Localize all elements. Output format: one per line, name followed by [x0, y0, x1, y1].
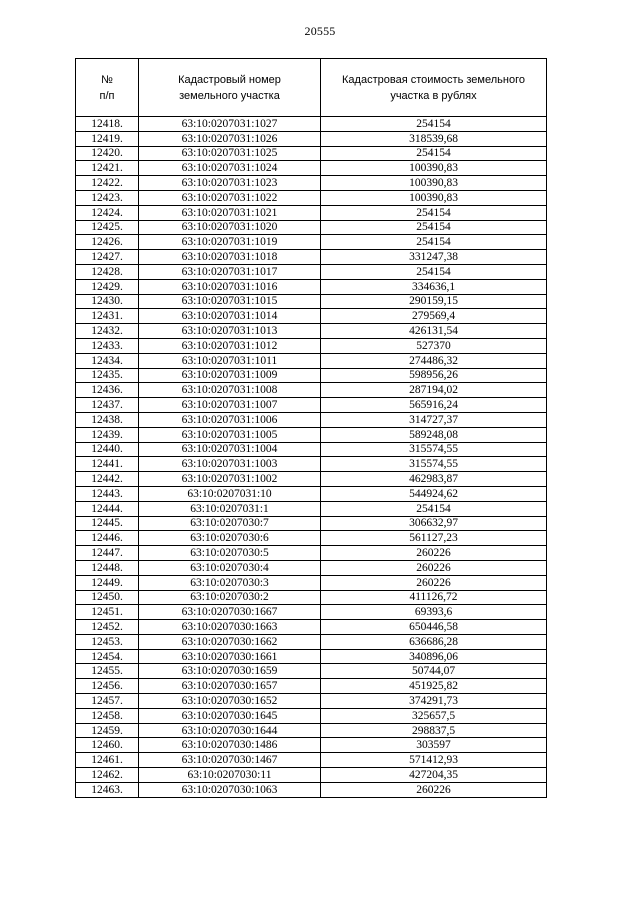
cadastral-number-cell: 63:10:0207030:1486	[139, 738, 321, 753]
cadastral-number-cell: 63:10:0207031:1011	[139, 353, 321, 368]
cadastral-value-cell: 318539,68	[321, 131, 547, 146]
cadastral-value-cell: 315574,55	[321, 442, 547, 457]
cadastral-value-cell: 260226	[321, 560, 547, 575]
cadastral-value-cell: 427204,35	[321, 768, 547, 783]
row-number-cell: 12435.	[76, 368, 139, 383]
cadastral-value-cell: 254154	[321, 205, 547, 220]
table-row	[76, 250, 547, 265]
row-number-cell: 12438.	[76, 412, 139, 427]
row-number-cell: 12461.	[76, 753, 139, 768]
table-row	[76, 176, 547, 191]
cadastral-number-cell: 63:10:0207030:1063	[139, 782, 321, 797]
cadastral-number-cell: 63:10:0207031:1007	[139, 398, 321, 413]
row-number-cell: 12446.	[76, 531, 139, 546]
cadastral-value-cell: 340896,06	[321, 649, 547, 664]
cadastral-number-cell: 63:10:0207030:1662	[139, 634, 321, 649]
cadastral-number-cell: 63:10:0207031:1021	[139, 205, 321, 220]
cadastral-number-cell: 63:10:0207031:1003	[139, 457, 321, 472]
row-number-cell: 12426.	[76, 235, 139, 250]
cadastral-number-cell: 63:10:0207031:1014	[139, 309, 321, 324]
table-row	[76, 442, 547, 457]
cadastral-number-cell: 63:10:0207031:1	[139, 501, 321, 516]
cadastral-value-cell: 260226	[321, 782, 547, 797]
cadastral-number-cell: 63:10:0207031:1017	[139, 264, 321, 279]
cadastral-value-cell: 254154	[321, 117, 547, 132]
header-row-number-line: п/п	[99, 89, 115, 102]
cadastral-value-cell: 254154	[321, 501, 547, 516]
cadastral-value-cell: 565916,24	[321, 398, 547, 413]
table-row	[76, 279, 547, 294]
cadastral-value-cell: 571412,93	[321, 753, 547, 768]
cadastral-number-cell: 63:10:0207031:1019	[139, 235, 321, 250]
table-row	[76, 679, 547, 694]
cadastral-value-cell: 315574,55	[321, 457, 547, 472]
cadastral-value-cell: 325657,5	[321, 708, 547, 723]
row-number-cell: 12429.	[76, 279, 139, 294]
table-header-row	[76, 59, 547, 117]
header-cadastral-value	[321, 59, 547, 117]
table-row	[76, 738, 547, 753]
table-row	[76, 768, 547, 783]
table-row	[76, 353, 547, 368]
cadastral-value-cell: 411126,72	[321, 590, 547, 605]
cadastral-number-cell: 63:10:0207031:10	[139, 486, 321, 501]
row-number-cell: 12424.	[76, 205, 139, 220]
table-row	[76, 546, 547, 561]
table-row	[76, 501, 547, 516]
table-row	[76, 723, 547, 738]
cadastral-value-cell: 589248,08	[321, 427, 547, 442]
table-row	[76, 427, 547, 442]
cadastral-value-cell: 451925,82	[321, 679, 547, 694]
cadastral-number-cell: 63:10:0207030:6	[139, 531, 321, 546]
cadastral-value-cell: 306632,97	[321, 516, 547, 531]
cadastral-number-cell: 63:10:0207030:1645	[139, 708, 321, 723]
row-number-cell: 12454.	[76, 649, 139, 664]
cadastral-value-cell: 254154	[321, 220, 547, 235]
cadastral-number-cell: 63:10:0207031:1013	[139, 324, 321, 339]
row-number-cell: 12420.	[76, 146, 139, 161]
cadastral-number-cell: 63:10:0207031:1008	[139, 383, 321, 398]
row-number-cell: 12442.	[76, 472, 139, 487]
row-number-cell: 12463.	[76, 782, 139, 797]
table-row	[76, 472, 547, 487]
cadastral-number-cell: 63:10:0207031:1026	[139, 131, 321, 146]
cadastral-number-cell: 63:10:0207031:1016	[139, 279, 321, 294]
table-row	[76, 412, 547, 427]
header-row-number	[76, 59, 139, 117]
row-number-cell: 12459.	[76, 723, 139, 738]
table-row	[76, 220, 547, 235]
table-row	[76, 383, 547, 398]
row-number-cell: 12432.	[76, 324, 139, 339]
cadastral-number-cell: 63:10:0207030:7	[139, 516, 321, 531]
cadastral-value-cell: 274486,32	[321, 353, 547, 368]
cadastral-value-cell: 462983,87	[321, 472, 547, 487]
cadastral-number-cell: 63:10:0207030:1663	[139, 620, 321, 635]
cadastral-value-cell: 100390,83	[321, 176, 547, 191]
table-row	[76, 620, 547, 635]
table-row	[76, 575, 547, 590]
cadastral-value-cell: 334636,1	[321, 279, 547, 294]
table-row	[76, 324, 547, 339]
cadastral-value-cell: 279569,4	[321, 309, 547, 324]
table-row	[76, 694, 547, 709]
cadastral-number-cell: 63:10:0207031:1006	[139, 412, 321, 427]
cadastral-value-cell: 298837,5	[321, 723, 547, 738]
row-number-cell: 12450.	[76, 590, 139, 605]
header-cadastral-number-line: земельного участка	[179, 89, 280, 102]
row-number-cell: 12433.	[76, 338, 139, 353]
row-number-cell: 12456.	[76, 679, 139, 694]
row-number-cell: 12428.	[76, 264, 139, 279]
header-row-number-line: №	[101, 73, 113, 86]
cadastral-value-cell: 561127,23	[321, 531, 547, 546]
row-number-cell: 12421.	[76, 161, 139, 176]
row-number-cell: 12455.	[76, 664, 139, 679]
cadastral-number-cell: 63:10:0207031:1009	[139, 368, 321, 383]
cadastral-value-cell: 69393,6	[321, 605, 547, 620]
table-row	[76, 457, 547, 472]
cadastral-number-cell: 63:10:0207030:4	[139, 560, 321, 575]
cadastral-value-cell: 287194,02	[321, 383, 547, 398]
row-number-cell: 12422.	[76, 176, 139, 191]
table-row	[76, 235, 547, 250]
row-number-cell: 12418.	[76, 117, 139, 132]
row-number-cell: 12440.	[76, 442, 139, 457]
table-body	[76, 117, 547, 798]
table-row	[76, 338, 547, 353]
cadastral-number-cell: 63:10:0207031:1015	[139, 294, 321, 309]
row-number-cell: 12423.	[76, 190, 139, 205]
cadastral-number-cell: 63:10:0207031:1002	[139, 472, 321, 487]
row-number-cell: 12425.	[76, 220, 139, 235]
table-row	[76, 368, 547, 383]
cadastral-value-cell: 636686,28	[321, 634, 547, 649]
cadastral-number-cell: 63:10:0207031:1022	[139, 190, 321, 205]
row-number-cell: 12431.	[76, 309, 139, 324]
table-row	[76, 708, 547, 723]
header-cadastral-value-line: Кадастровая стоимость земельного	[342, 73, 525, 86]
row-number-cell: 12448.	[76, 560, 139, 575]
row-number-cell: 12458.	[76, 708, 139, 723]
cadastral-value-cell: 544924,62	[321, 486, 547, 501]
row-number-cell: 12437.	[76, 398, 139, 413]
cadastral-value-cell: 650446,58	[321, 620, 547, 635]
row-number-cell: 12460.	[76, 738, 139, 753]
cadastral-value-cell: 100390,83	[321, 161, 547, 176]
row-number-cell: 12436.	[76, 383, 139, 398]
cadastral-value-cell: 260226	[321, 575, 547, 590]
table-row	[76, 131, 547, 146]
cadastral-number-cell: 63:10:0207031:1020	[139, 220, 321, 235]
table-row	[76, 516, 547, 531]
cadastral-value-cell: 290159,15	[321, 294, 547, 309]
cadastral-value-cell: 254154	[321, 264, 547, 279]
table-row	[76, 294, 547, 309]
cadastral-number-cell: 63:10:0207030:1644	[139, 723, 321, 738]
cadastral-value-cell: 260226	[321, 546, 547, 561]
row-number-cell: 12453.	[76, 634, 139, 649]
table-row	[76, 664, 547, 679]
row-number-cell: 12443.	[76, 486, 139, 501]
table-row	[76, 605, 547, 620]
cadastral-number-cell: 63:10:0207030:1652	[139, 694, 321, 709]
row-number-cell: 12441.	[76, 457, 139, 472]
cadastral-number-cell: 63:10:0207031:1025	[139, 146, 321, 161]
row-number-cell: 12444.	[76, 501, 139, 516]
cadastral-number-cell: 63:10:0207031:1004	[139, 442, 321, 457]
cadastral-number-cell: 63:10:0207030:1667	[139, 605, 321, 620]
cadastral-value-cell: 331247,38	[321, 250, 547, 265]
header-cadastral-number-line: Кадастровый номер	[178, 73, 281, 86]
cadastral-value-cell: 50744,07	[321, 664, 547, 679]
table-row	[76, 264, 547, 279]
table-row	[76, 782, 547, 797]
cadastral-number-cell: 63:10:0207030:1657	[139, 679, 321, 694]
cadastral-value-cell: 254154	[321, 146, 547, 161]
table-row	[76, 146, 547, 161]
cadastral-value-cell: 254154	[321, 235, 547, 250]
cadastral-number-cell: 63:10:0207030:3	[139, 575, 321, 590]
table-row	[76, 590, 547, 605]
header-cadastral-number	[139, 59, 321, 117]
cadastral-number-cell: 63:10:0207031:1012	[139, 338, 321, 353]
cadastral-value-cell: 314727,37	[321, 412, 547, 427]
table-row	[76, 161, 547, 176]
cadastral-value-cell: 527370	[321, 338, 547, 353]
cadastral-number-cell: 63:10:0207031:1018	[139, 250, 321, 265]
cadastral-number-cell: 63:10:0207031:1024	[139, 161, 321, 176]
page-number: 20555	[304, 24, 336, 38]
table-row	[76, 205, 547, 220]
cadastral-value-cell: 100390,83	[321, 190, 547, 205]
cadastral-number-cell: 63:10:0207030:11	[139, 768, 321, 783]
cadastral-number-cell: 63:10:0207030:1467	[139, 753, 321, 768]
cadastral-number-cell: 63:10:0207030:1659	[139, 664, 321, 679]
row-number-cell: 12430.	[76, 294, 139, 309]
table-row	[76, 753, 547, 768]
table-row	[76, 634, 547, 649]
row-number-cell: 12447.	[76, 546, 139, 561]
cadastral-number-cell: 63:10:0207030:2	[139, 590, 321, 605]
table-row	[76, 309, 547, 324]
cadastral-value-cell: 426131,54	[321, 324, 547, 339]
row-number-cell: 12434.	[76, 353, 139, 368]
cadastral-number-cell: 63:10:0207030:5	[139, 546, 321, 561]
cadastral-value-table	[75, 58, 547, 798]
row-number-cell: 12449.	[76, 575, 139, 590]
row-number-cell: 12439.	[76, 427, 139, 442]
row-number-cell: 12457.	[76, 694, 139, 709]
row-number-cell: 12452.	[76, 620, 139, 635]
table-row	[76, 398, 547, 413]
row-number-cell: 12445.	[76, 516, 139, 531]
cadastral-number-cell: 63:10:0207030:1661	[139, 649, 321, 664]
row-number-cell: 12451.	[76, 605, 139, 620]
cadastral-number-cell: 63:10:0207031:1005	[139, 427, 321, 442]
cadastral-value-cell: 374291,73	[321, 694, 547, 709]
cadastral-number-cell: 63:10:0207031:1023	[139, 176, 321, 191]
cadastral-value-cell: 598956,26	[321, 368, 547, 383]
cadastral-number-cell: 63:10:0207031:1027	[139, 117, 321, 132]
header-cadastral-value-line: участка в рублях	[390, 89, 477, 102]
table-row	[76, 486, 547, 501]
table-row	[76, 117, 547, 132]
table-row	[76, 560, 547, 575]
cadastral-value-cell: 303597	[321, 738, 547, 753]
table-row	[76, 190, 547, 205]
row-number-cell: 12427.	[76, 250, 139, 265]
row-number-cell: 12419.	[76, 131, 139, 146]
table-row	[76, 531, 547, 546]
row-number-cell: 12462.	[76, 768, 139, 783]
table-row	[76, 649, 547, 664]
